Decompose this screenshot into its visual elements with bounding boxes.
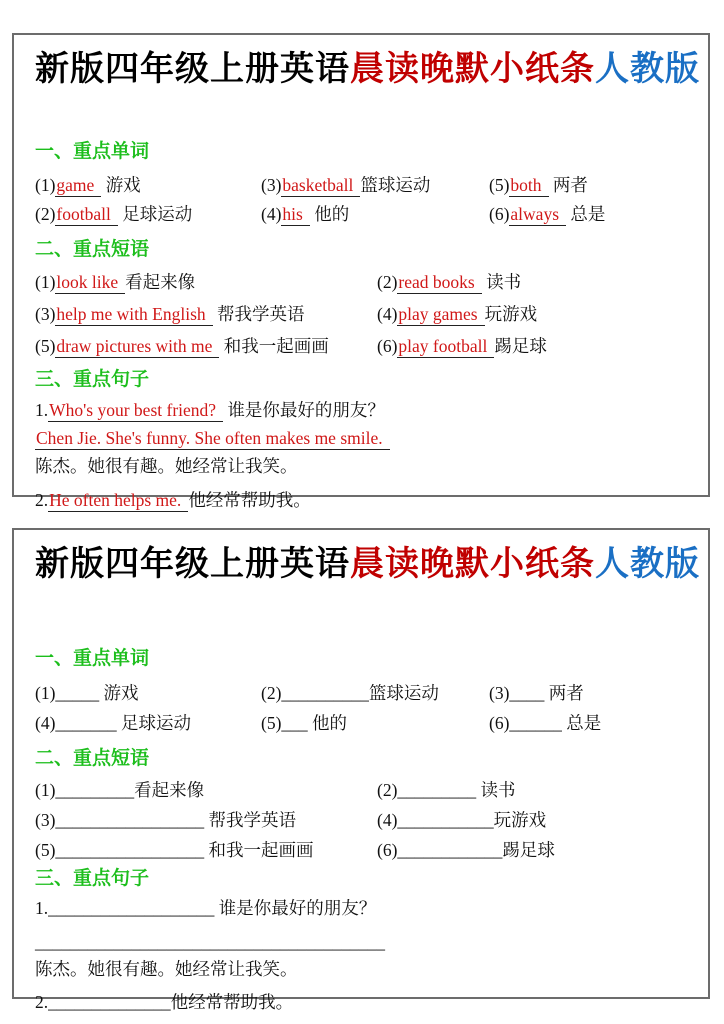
item-number: (3): [261, 175, 282, 195]
words-list: [35, 171, 687, 229]
meaning-text: 读书: [481, 272, 522, 292]
item-number: (5): [35, 336, 56, 356]
words-list: [35, 678, 687, 738]
item-number: (3): [35, 304, 56, 324]
meaning-text: 他经常帮助我。: [188, 490, 311, 510]
phrase-item: [35, 835, 377, 865]
title-part-black: 新版四年级上册英语: [35, 51, 350, 88]
meaning-text: 和我一起画画: [204, 840, 314, 860]
section-heading-words: 一、重点单词: [35, 141, 150, 162]
phrase-item: [35, 266, 377, 298]
item-number: (1): [35, 272, 56, 292]
meaning-text: 他经常帮助我。: [170, 992, 294, 1012]
answer-text: play football: [397, 336, 494, 358]
meaning-text: 踢足球: [494, 336, 547, 356]
item-number: (5): [489, 175, 510, 195]
fill-blank: _________: [397, 780, 477, 800]
fill-blank: ______: [509, 713, 562, 733]
phrase-item: [377, 266, 687, 298]
meaning-text: 帮我学英语: [204, 810, 297, 830]
section-heading-words: 一、重点单词: [35, 648, 150, 669]
item-number: (6): [377, 336, 398, 356]
answer-text: game: [55, 175, 101, 197]
item-number: (4): [261, 204, 282, 224]
item-number: 2.: [35, 992, 49, 1012]
answer-text: look like: [55, 272, 125, 294]
fill-blank: _________: [55, 780, 135, 800]
word-item: [35, 708, 261, 738]
answer-text: help me with English: [55, 304, 212, 326]
translation-text: 陈杰。她很有趣。她经常让我笑。: [35, 959, 298, 979]
page-title: [35, 50, 700, 90]
item-number: 1.: [35, 400, 49, 420]
fill-blank: ________________________________________: [35, 932, 385, 952]
translation-text: 陈杰。她很有趣。她经常让我笑。: [35, 456, 298, 476]
fill-blank: _________________: [55, 840, 205, 860]
item-number: 1.: [35, 898, 49, 918]
word-item: [261, 678, 489, 708]
sentence-line: [35, 989, 687, 1016]
answer-text: read books: [397, 272, 481, 294]
fill-blank: ______________: [48, 992, 171, 1012]
meaning-text: 他的: [307, 713, 348, 733]
answer-text: Chen Jie. She's funny. She often makes me smile.: [35, 428, 390, 450]
meaning-text: 读书: [476, 780, 516, 800]
phrase-item: [35, 330, 377, 362]
phrase-item: [377, 805, 687, 835]
item-number: (6): [489, 713, 510, 733]
answer-text: He often helps me.: [48, 490, 188, 512]
word-item: [489, 171, 687, 200]
fill-blank: ____________: [397, 840, 503, 860]
phrase-item: [35, 775, 377, 805]
phrase-item: [377, 298, 687, 330]
meaning-text: 总是: [566, 204, 606, 224]
sentence-line: [35, 452, 687, 480]
word-item: [35, 678, 261, 708]
meaning-text: 他的: [309, 204, 350, 224]
item-number: (1): [35, 175, 56, 195]
item-number: (1): [35, 683, 56, 703]
sentence-line: [35, 929, 687, 956]
meaning-text: 玩游戏: [493, 810, 547, 830]
fill-blank: ___________: [397, 810, 494, 830]
meaning-text: 足球运动: [117, 204, 193, 224]
answer-text: both: [509, 175, 548, 197]
item-number: (2): [261, 683, 282, 703]
meaning-text: 看起来像: [125, 272, 196, 292]
title-part-black: 新版四年级上册英语: [35, 546, 350, 583]
title-part-red: 晨读晚默小纸条: [350, 546, 595, 583]
fill-blank: _________________: [55, 810, 205, 830]
meaning-text: 帮我学英语: [212, 304, 305, 324]
item-number: (6): [489, 204, 510, 224]
worksheet-panel-answers: [12, 33, 710, 510]
page-title: [35, 545, 700, 585]
item-number: (2): [377, 780, 398, 800]
section-heading-phrases: 二、重点短语: [35, 239, 150, 260]
sentence-line: [35, 956, 687, 983]
answer-text: always: [509, 204, 566, 226]
meaning-text: 两者: [548, 175, 588, 195]
sentence-line: [35, 424, 687, 452]
answer-text: play games: [397, 304, 484, 326]
meaning-text: 玩游戏: [484, 304, 538, 324]
worksheet-panel-blanks: [12, 528, 710, 1012]
answer-text: football: [55, 204, 117, 226]
item-number: (1): [35, 780, 56, 800]
title-part-blue: 人教版: [595, 51, 700, 88]
meaning-text: 两者: [544, 683, 584, 703]
answer-text: basketball: [281, 175, 360, 197]
fill-blank: _______: [55, 713, 117, 733]
answer-text: Who's your best friend?: [48, 400, 223, 422]
item-number: (4): [35, 713, 56, 733]
sentence-line: [35, 895, 687, 922]
item-number: (2): [377, 272, 398, 292]
fill-blank: ___________________: [48, 898, 215, 918]
meaning-text: 踢足球: [502, 840, 555, 860]
meaning-text: 和我一起画画: [219, 336, 329, 356]
item-number: 2.: [35, 490, 49, 510]
meaning-text: 谁是你最好的朋友？: [223, 400, 385, 420]
title-part-blue: 人教版: [595, 546, 700, 583]
answer-text: draw pictures with me: [55, 336, 219, 358]
meaning-text: 游戏: [101, 175, 141, 195]
phrases-list: [35, 775, 687, 865]
word-item: [261, 171, 489, 200]
phrase-item: [377, 835, 687, 865]
phrase-item: [35, 298, 377, 330]
meaning-text: 总是: [561, 713, 602, 733]
answer-text: his: [281, 204, 309, 226]
meaning-text: 足球运动: [116, 713, 192, 733]
item-number: (5): [35, 840, 56, 860]
item-number: (2): [35, 204, 56, 224]
phrase-item: [377, 775, 687, 805]
meaning-text: 篮球运动: [368, 683, 439, 703]
sentence-line: [35, 396, 687, 424]
meaning-text: 看起来像: [134, 780, 205, 800]
item-number: (4): [377, 810, 398, 830]
section-heading-phrases: 二、重点短语: [35, 748, 150, 769]
fill-blank: ___: [281, 713, 308, 733]
word-item: [489, 200, 687, 229]
meaning-text: 游戏: [99, 683, 139, 703]
item-number: (5): [261, 713, 282, 733]
word-item: [489, 708, 687, 738]
word-item: [35, 200, 261, 229]
item-number: (6): [377, 840, 398, 860]
section-heading-sentences: 三、重点句子: [35, 369, 150, 390]
section-heading-sentences: 三、重点句子: [35, 868, 150, 889]
meaning-text: 篮球运动: [360, 175, 431, 195]
item-number: (4): [377, 304, 398, 324]
sentence-line: [35, 486, 687, 514]
phrase-item: [377, 330, 687, 362]
fill-blank: ____: [509, 683, 545, 703]
word-item: [35, 171, 261, 200]
title-part-red: 晨读晚默小纸条: [350, 51, 595, 88]
word-item: [489, 678, 687, 708]
word-item: [261, 200, 489, 229]
phrase-item: [35, 805, 377, 835]
item-number: (3): [489, 683, 510, 703]
fill-blank: __________: [281, 683, 369, 703]
word-item: [261, 708, 489, 738]
fill-blank: _____: [55, 683, 100, 703]
item-number: (3): [35, 810, 56, 830]
phrases-list: [35, 266, 687, 362]
meaning-text: 谁是你最好的朋友？: [214, 898, 377, 918]
